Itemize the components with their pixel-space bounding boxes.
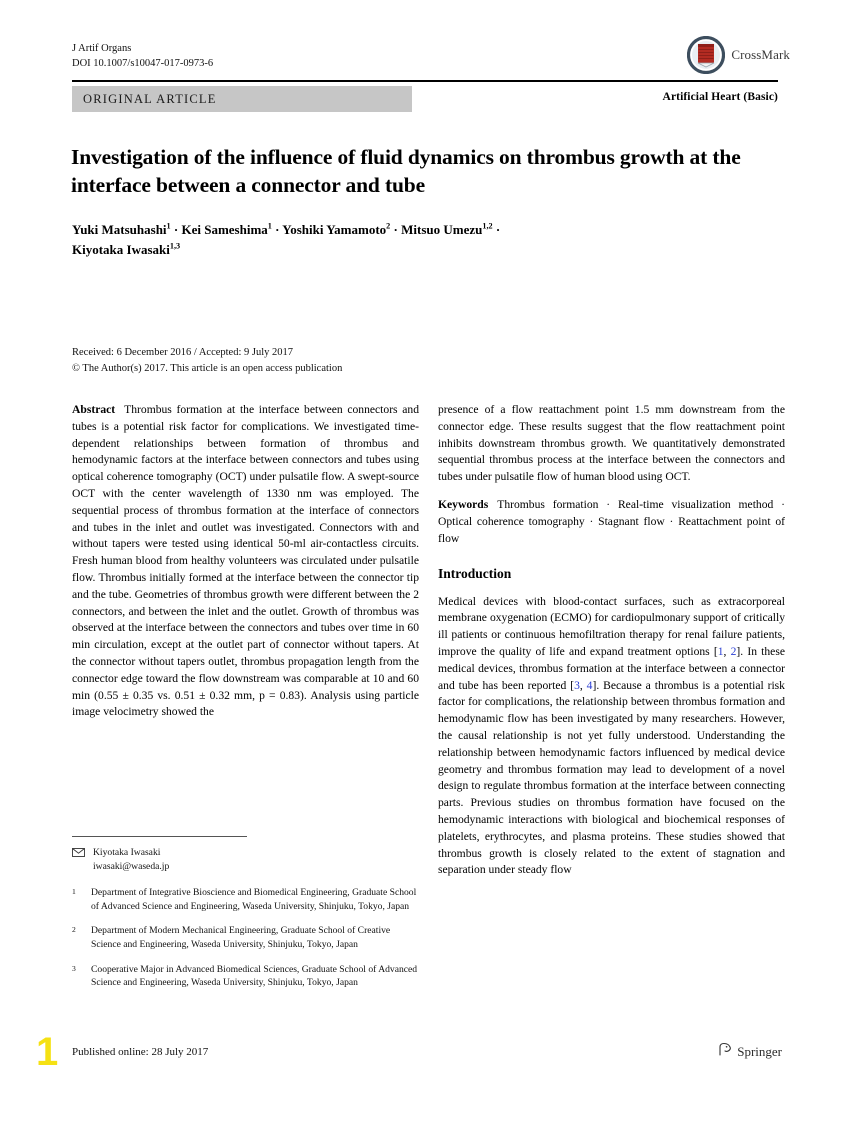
affiliation-text: Department of Integrative Bioscience and Biomedical Engineering, Graduate School of Advanced Science and Engineering, Waseda University, Shinjuku, Tokyo, Japan bbox=[91, 887, 417, 912]
crossmark-badge[interactable] bbox=[687, 36, 790, 74]
intro-text: , bbox=[723, 644, 731, 658]
keywords-text: Thrombus formation · Real-time visualization method · Optical coherence tomography · Stagnant flow · Reattachment point of flow bbox=[438, 497, 785, 545]
affiliation-number: 2 bbox=[72, 925, 76, 935]
corresponding-author-name: Kiyotaka Iwasaki bbox=[93, 847, 161, 858]
citation-link[interactable]: 3 bbox=[574, 678, 580, 692]
author-affiliation-ref: 1,3 bbox=[169, 241, 181, 251]
keywords-paragraph bbox=[438, 497, 785, 547]
publisher-name: Springer bbox=[737, 1044, 782, 1059]
envelope-icon bbox=[72, 846, 85, 862]
author-name: Yoshiki Yamamoto bbox=[282, 222, 387, 237]
journal-name: J Artif Organs bbox=[72, 43, 132, 54]
affiliation-item bbox=[72, 886, 422, 913]
introduction-paragraph bbox=[438, 594, 785, 880]
intro-text: ]. Because a thrombus is a potential risk factor for complications, the relationship between thrombus formation and hemodynamic flow has been investigated by many researchers. However, the causal relationship is not yet fully understood. Understanding the relationship between hemodynamic factors influenced by medical device geometry and thrombus formation may lead to development of a novel design to regulate thrombus formation at the interface between connecting parts. Previous studies on thrombus formation have focused on the hemodynamic interactions with biological and biochemical responses of platelets, erythrocytes, and plasma proteins. These studies showed that thrombus growth is closely related to the extent of stagnation and separation under steady flow bbox=[438, 678, 785, 877]
author-separator: · bbox=[173, 222, 179, 237]
abstract-paragraph bbox=[72, 402, 419, 721]
intro-text: , bbox=[579, 678, 587, 692]
crossmark-icon bbox=[687, 36, 725, 74]
author-affiliation-ref: 1,2 bbox=[482, 221, 493, 231]
column-right bbox=[438, 402, 785, 879]
intro-text: ]. In these medical devices, thrombus formation at the interface between a connector and tube has been reported [ bbox=[438, 644, 785, 692]
affiliation-number: 3 bbox=[72, 963, 76, 973]
affiliation-item bbox=[72, 963, 422, 990]
page-title: Investigation of the influence of fluid dynamics on thrombus growth at the interface between a connector and tube bbox=[71, 145, 741, 197]
abstract-text: Thrombus formation at the interface between connectors and tubes is a potential risk factor for complications. We investigated time-dependent relationships between formation of thrombus and hemodynamic factors at the interface between connectors and tubes using optical coherence tomography (OCT) under pulsatile flow. A swept-source OCT with the center wavelength of 1330 nm was employed. The sequential process of thrombus formation at the interface of connectors and tubes in the inlet and outlet was investigated. Connectors with and without tapers were tested using identical 50-ml air-contactless circuits. Fresh human blood from healthy volunteers was circulated under pulsatile flow. Thrombus initially formed at the interface between the connector tip and the tube. Geometries of thrombus growth were different between the 2 connectors, and between the inlet and the outlet. Growth of thrombus was observed at the interface between the connectors and tubes over time in 60 min circulation, except at the outlet part of connector without tapers. At the connector without tapers outlet, thrombus propagation length from the connector edge toward the flow downstream was comparable at 10 and 60 min (0.55 ± 0.35 vs. 0.51 ± 0.32 mm, p = 0.83). Analysis using particle image velocimetry showed the bbox=[72, 403, 419, 719]
header-divider bbox=[72, 80, 778, 82]
journal-header bbox=[72, 42, 213, 72]
article-type-label: ORIGINAL ARTICLE bbox=[83, 91, 217, 106]
affiliation-text: Department of Modern Mechanical Engineering, Graduate School of Creative Science and Engineering, Waseda University, Shinjuku, Tokyo, Japan bbox=[91, 925, 391, 951]
author-name: Mitsuo Umezu bbox=[401, 222, 483, 237]
author-separator: · bbox=[275, 222, 280, 237]
doi: DOI 10.1007/s10047-017-0973-6 bbox=[72, 57, 214, 69]
column-left bbox=[72, 402, 419, 721]
author-affiliation-ref: 2 bbox=[386, 221, 391, 231]
abstract-continued: presence of a flow reattachment point 1.5 mm downstream from the connector edge. These results suggest that the flow reattachment point inhibits downstream thrombus growth. We quantitatively demonstrated sequential thrombus process at the interface between the connectors and tubes under pulsatile flow of human blood using OCT. bbox=[438, 403, 785, 484]
affiliation-item bbox=[72, 924, 422, 951]
author-affiliation-ref: 1 bbox=[267, 221, 272, 231]
author-name: Kei Sameshima bbox=[181, 222, 268, 237]
published-online-date: Published online: 28 July 2017 bbox=[72, 1046, 209, 1058]
keywords-label: Keywords bbox=[438, 497, 489, 511]
springer-knight-icon bbox=[718, 1042, 733, 1062]
abstract-label: Abstract bbox=[72, 403, 116, 416]
affiliation-text: Cooperative Major in Advanced Biomedical Sciences, Graduate School of Advanced Science and Engineering, Waseda University, Shinjuku, Tokyo, Japan bbox=[91, 963, 418, 989]
journal-section-label: Artificial Heart (Basic) bbox=[662, 91, 778, 103]
page-number: 1 bbox=[36, 1030, 59, 1074]
copyright-line: © The Author(s) 2017. This article is an open access publication bbox=[72, 362, 343, 374]
author-separator: · bbox=[495, 222, 501, 237]
author-separator: · bbox=[393, 222, 398, 237]
crossmark-label: CrossMark bbox=[731, 47, 790, 62]
footnote-divider bbox=[72, 836, 247, 837]
affiliation-number: 1 bbox=[72, 887, 76, 897]
publication-dates bbox=[72, 345, 342, 377]
author-list bbox=[72, 220, 672, 259]
citation-link[interactable]: 4 bbox=[586, 678, 593, 692]
corresponding-author-details bbox=[93, 846, 169, 873]
section-heading-introduction: Introduction bbox=[438, 566, 512, 582]
article-type-banner bbox=[72, 86, 412, 112]
author-name: Kiyotaka Iwasaki bbox=[72, 241, 170, 257]
footnote-block bbox=[72, 846, 422, 1001]
citation-link[interactable]: 1 bbox=[717, 644, 724, 658]
received-accepted: Received: 6 December 2016 / Accepted: 9 July 2017 bbox=[72, 347, 294, 358]
corresponding-author-email[interactable]: iwasaki@waseda.jp bbox=[93, 860, 170, 872]
citation-link[interactable]: 2 bbox=[730, 644, 737, 658]
author-name: Yuki Matsuhashi bbox=[72, 222, 167, 237]
publisher-logo bbox=[718, 1042, 782, 1062]
corresponding-author bbox=[72, 846, 422, 873]
author-affiliation-ref: 1 bbox=[166, 221, 171, 231]
intro-text: Medical devices with blood-contact surfaces, such as extracorporeal membrane oxygenation (ECMO) for cardiopulmonary support of critically ill patients or continuous hemofiltration therapy for renal failure patients, improve the quality of life and expand treatment options [ bbox=[438, 594, 785, 658]
